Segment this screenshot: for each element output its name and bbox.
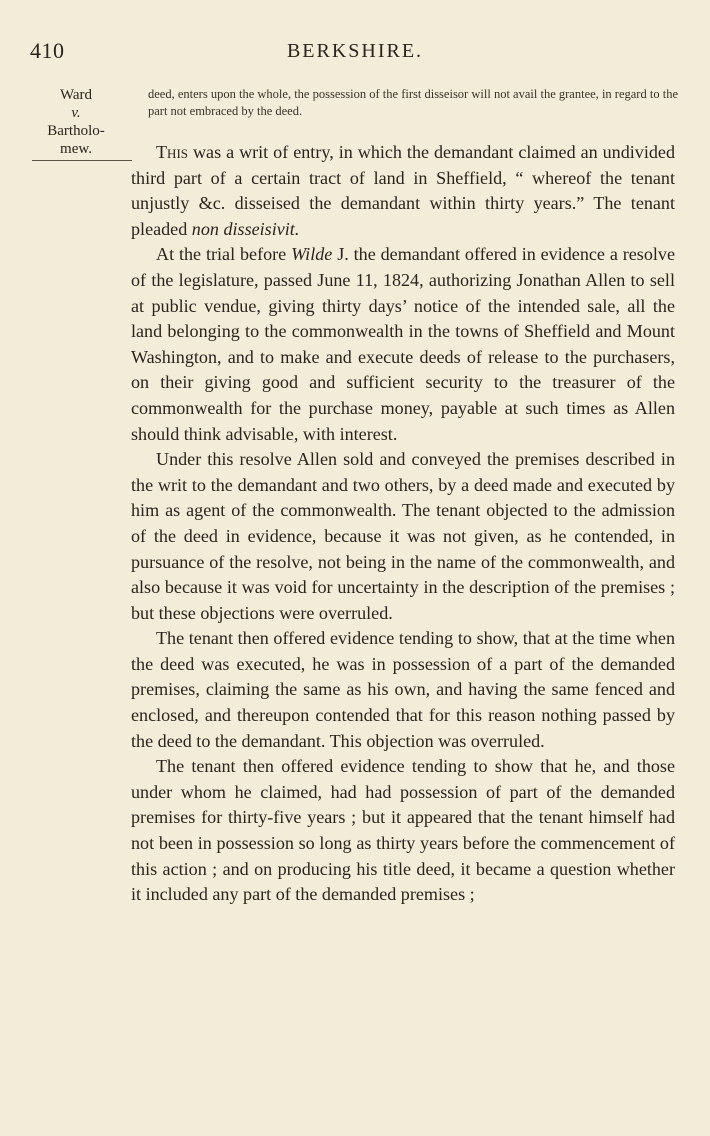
paragraph-2-text-b: J. the demandant offered in evidence a resolve of the legislature, passed June 11, 1824, authorizing Jonathan Allen to sell at public vendue, giving thirty days’ notice of the intended sale, all the land belonging to the commonwealth in the towns of Sheffield and Mount Washington, and to make and execute deeds of release to the purchasers, on their giving good and sufficient security to the treasurer of the commonwealth for the purchase money, payable at such times as Allen should think advisable, with interest. [131, 244, 675, 444]
running-head: BERKSHIRE. [286, 40, 424, 62]
case-defendant-line1: Bartholo- [47, 123, 105, 139]
paragraph-3: Under this resolve Allen sold and conveyed the premises described in the writ to the demandant and two others, by a deed made and executed by him as agent of the commonwealth. The tenant objected to the admission of the deed in evidence, because it was not given, as he contended, in pursuance of the resolve, not being in the name of the commonwealth, and also because it was void for uncertainty in the description of the premises ; but these objections were overruled. [131, 449, 675, 623]
headnote: deed, enters upon the whole, the possession of the first disseisor will not avail the grantee, in regard to the part not embraced by the deed. [148, 87, 678, 118]
opinion-text [131, 140, 675, 908]
paragraph-2 [131, 242, 675, 447]
judge-name: Wilde [291, 244, 333, 265]
case-defendant-line2: mew. [60, 141, 92, 157]
paragraph-5: The tenant then offered evidence tending to show that he, and those under whom he claimed, had had possession of part of the demanded premises for thirty-five years ; but it appeared that the tenant himself had not been in possession so long as thirty years before the commencement of this action ; and on producing his title deed, it became a question whether it included any part of the demanded premises ; [131, 756, 675, 905]
paragraph-4: The tenant then offered evidence tending to show, that at the time when the deed was executed, he was in possession of a part of the demanded premises, claiming the same as his own, and having the same fenced and enclosed, and thereupon contended that for this reason nothing passed by the deed to the demandant. This objection was overruled. [131, 628, 675, 751]
page-number: 410 [30, 38, 65, 63]
case-name-margin-note [22, 86, 130, 158]
paragraph-2-text-a: At the trial before [156, 244, 292, 265]
paragraph-1 [131, 140, 675, 242]
case-name-rule [32, 160, 132, 161]
case-plaintiff: Ward [59, 87, 93, 103]
plea-term: non disseisivit. [191, 218, 300, 239]
paragraph-1-text: was a writ of entry, in which the demandant claimed an undivided third part of a certain tract of land in Sheffield, “ whereof the tenant unjustly &c. disseised the demandant within thirty years.” The tenant pleaded [131, 142, 675, 239]
case-versus: v. [71, 105, 81, 121]
lead-word: This [156, 142, 188, 162]
